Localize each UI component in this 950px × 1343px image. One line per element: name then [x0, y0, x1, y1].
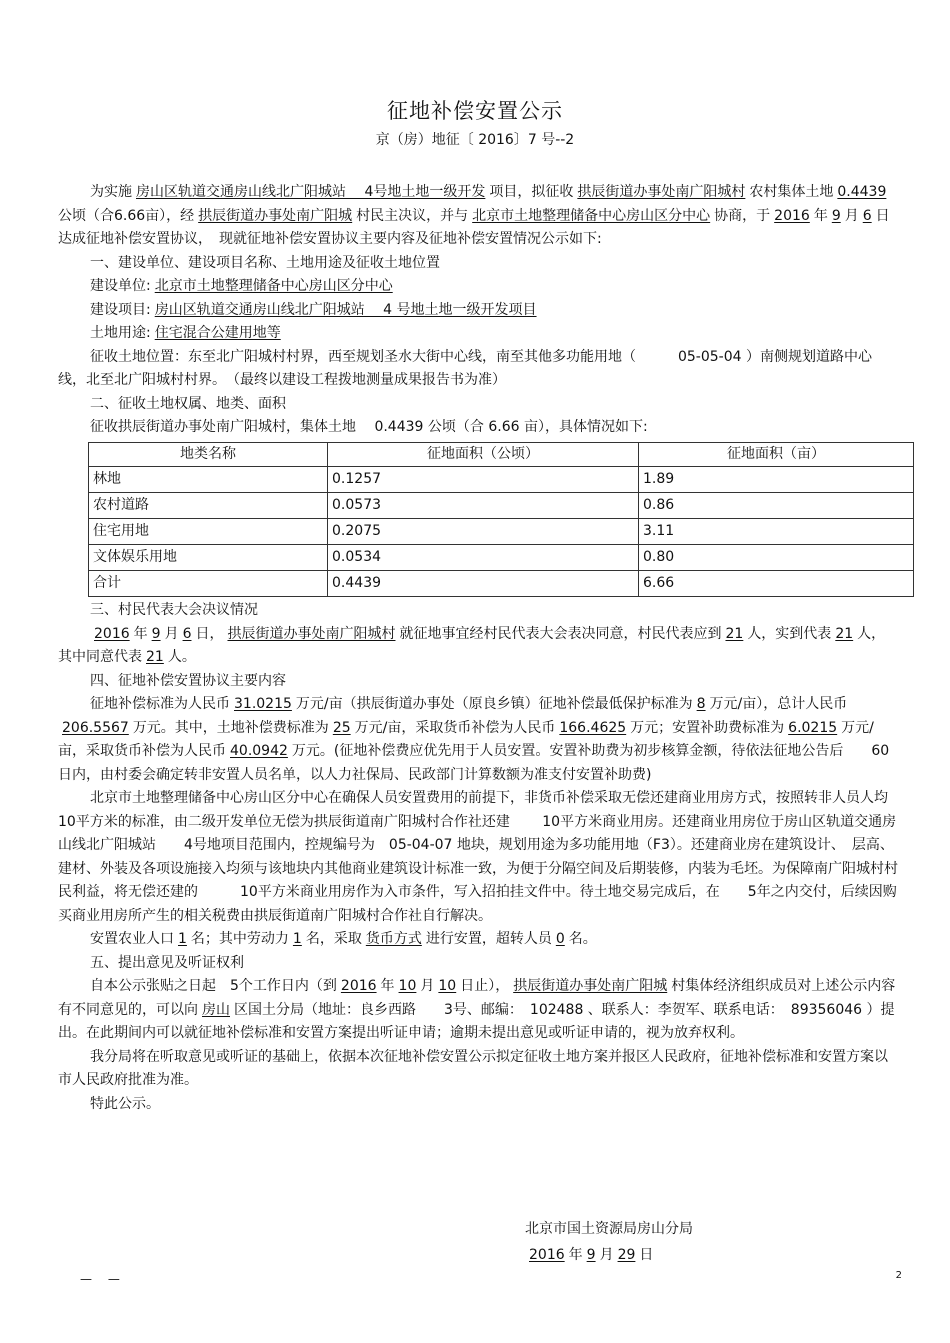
- table-row: 文体娱乐用地 0.0534 0.80: [89, 545, 914, 571]
- table-row: 农村道路 0.0573 0.86: [89, 493, 914, 519]
- closing-text: 我分局将在听取意见或听证的基础上，依据本次征地补偿安置公示拟定征收土地方案并报区人民政府，征地补偿标准和安置方案以市人民政府批准为准。: [58, 1048, 888, 1088]
- page-number: 2: [895, 1270, 902, 1281]
- land-table: [88, 442, 914, 598]
- section3-heading: 三、村民代表大会决议情况: [90, 602, 258, 618]
- section5-heading: 五、提出意见及听证权利: [90, 954, 244, 971]
- objection-text: 自本公示张贴之日起 5个工作日内（到 2016 年 10 月 10 日止）， 拱辰街道办事处南广阳城 村集体经济组织成员对上述公示内容有不同意见的，可以向 房山 区国土分局（地址：良乡西路 3号、邮编： 102488 、联系人：李贺军、联系电话： 89356046 ）提出。在此期间内可以就征地补偿标准和安置方案提出听证申请；逾期未提出意见或听证申请的，视为放弃权利。: [58, 978, 896, 1041]
- compensation-text: 征地补偿标准为人民币 31.0215 万元/亩（拱辰街道办事处（原良乡镇）征地补偿最低保护标准为 8 万元/亩），总计人民币206.5567 万元。其中，土地补偿费标准为 25 万元/亩，采取货币补偿为人民币 166.4625 万元；安置补助费标准为 6.0215 万元/亩，采取货币补偿为人民币 40.0942 万元。(征地补偿费应优先用于人员安置。安置补助费为初步核算金额，待依法征地公告后 60日内，由村委会确定转非安置人员名单，以人力社保局、民政部门计算数额为准支付安置补助费): [58, 696, 890, 783]
- footer-dashes: — —: [80, 1272, 126, 1286]
- land-use: 土地用途: 住宅混合公建用地等: [90, 325, 281, 341]
- signing-date: 2016 年 9 月 29 日: [529, 1247, 654, 1263]
- commercial-housing-text: 北京市土地整理储备中心房山区分中心在确保人员安置费用的前提下，非货币补偿采取无偿还建商业用房方式，按照转非人员人均 10平方米的标准，由二级开发单位无偿为拱辰街道南广阳城村合作社还建 10平方米商业用房。还建商业用房位于房山区轨道交通房山线北广阳城站 4号地项目范围内，控规编号为 05-04-07 地块，规划用途为多功能用地（F3）。还建商业房在建筑设计、 层高、建材、外装及各项设施接入均须与该地块内其他商业建筑设计标准一致，为便于分隔空间及后期装修，内装为毛坯。为保障南广阳城村村民利益，将无偿还建的 10平方米商业用房作为入市条件，写入招拍挂文件中。待土地交易完成后，在 5年之内交付，后续因购买商业用房所产生的相关税费由拱辰街道南广阳城村合作社自行解决。: [58, 790, 902, 924]
- intro-paragraph: 为实施 房山区轨道交通房山线北广阳城站 4号地土地一级开发 项目，拟征收 拱辰街道办事处南广阳城村 农村集体土地 0.4439公顷（合6.66亩），经 拱辰街道办事处南广阳城 村民主决议，并与 北京市土地整理储备中心房山区分中心 协商，于 2016 年 9 月 6 日达成征地补偿安置协议， 现就征地补偿安置协议主要内容及征地补偿安置情况公示如下:: [58, 184, 890, 247]
- document-number: 京（房）地征〔 2016〕7 号--2: [375, 132, 575, 148]
- section3-text: 2016 年 9 月 6 日， 拱辰街道办事处南广阳城村 就征地事宜经村民代表大会表决同意，村民代表应到 21 人，实到代表 21 人，其中同意代表 21 人。: [58, 625, 886, 665]
- table-row: 住宅用地 0.2075 3.11: [89, 519, 914, 545]
- table-header: 地类名称: [89, 442, 328, 467]
- signing-organization: 北京市国土资源局房山分局: [525, 1221, 693, 1237]
- table-total-row: 合计 0.4439 6.66: [89, 571, 914, 597]
- section1-heading: 一、建设单位、建设项目名称、土地用途及征收土地位置: [90, 254, 440, 271]
- notice-text: 特此公示。: [90, 1095, 160, 1112]
- document-body: [58, 181, 902, 1116]
- table-header-row: [89, 442, 914, 467]
- table-header: 征地面积（公顷）: [328, 442, 639, 467]
- signature-block: [525, 1216, 693, 1268]
- section4-heading: 四、征地补偿安置协议主要内容: [90, 672, 286, 689]
- table-row: 林地 0.1257 1.89: [89, 467, 914, 493]
- construction-project: 建设项目: 房山区轨道交通房山线北广阳城站 4 号地土地一级开发项目: [90, 301, 537, 318]
- construction-unit: 建设单位: 北京市土地整理储备中心房山区分中心: [90, 278, 393, 294]
- table-header: 征地面积（亩）: [638, 442, 913, 467]
- section2-heading: 二、征收土地权属、地类、面积: [90, 395, 286, 412]
- page-title: 征地补偿安置公示: [387, 99, 563, 123]
- land-location: 征收土地位置：东至北广阳城村村界，西至规划圣水大街中心线，南至其他多功能用地（ 05-05-04 ）南侧规划道路中心线，北至北广阳城村村界。 （最终以建设工程拨地测量成果报告书为准）: [58, 348, 872, 388]
- resettlement-count: 安置农业人口 1 名；其中劳动力 1 名，采取 货币方式 进行安置，超转人员 0 名。: [90, 931, 597, 947]
- section2-line: 征收拱辰街道办事处南广阳城村，集体土地 0.4439 公顷（合 6.66 亩），具体情况如下:: [90, 419, 648, 435]
